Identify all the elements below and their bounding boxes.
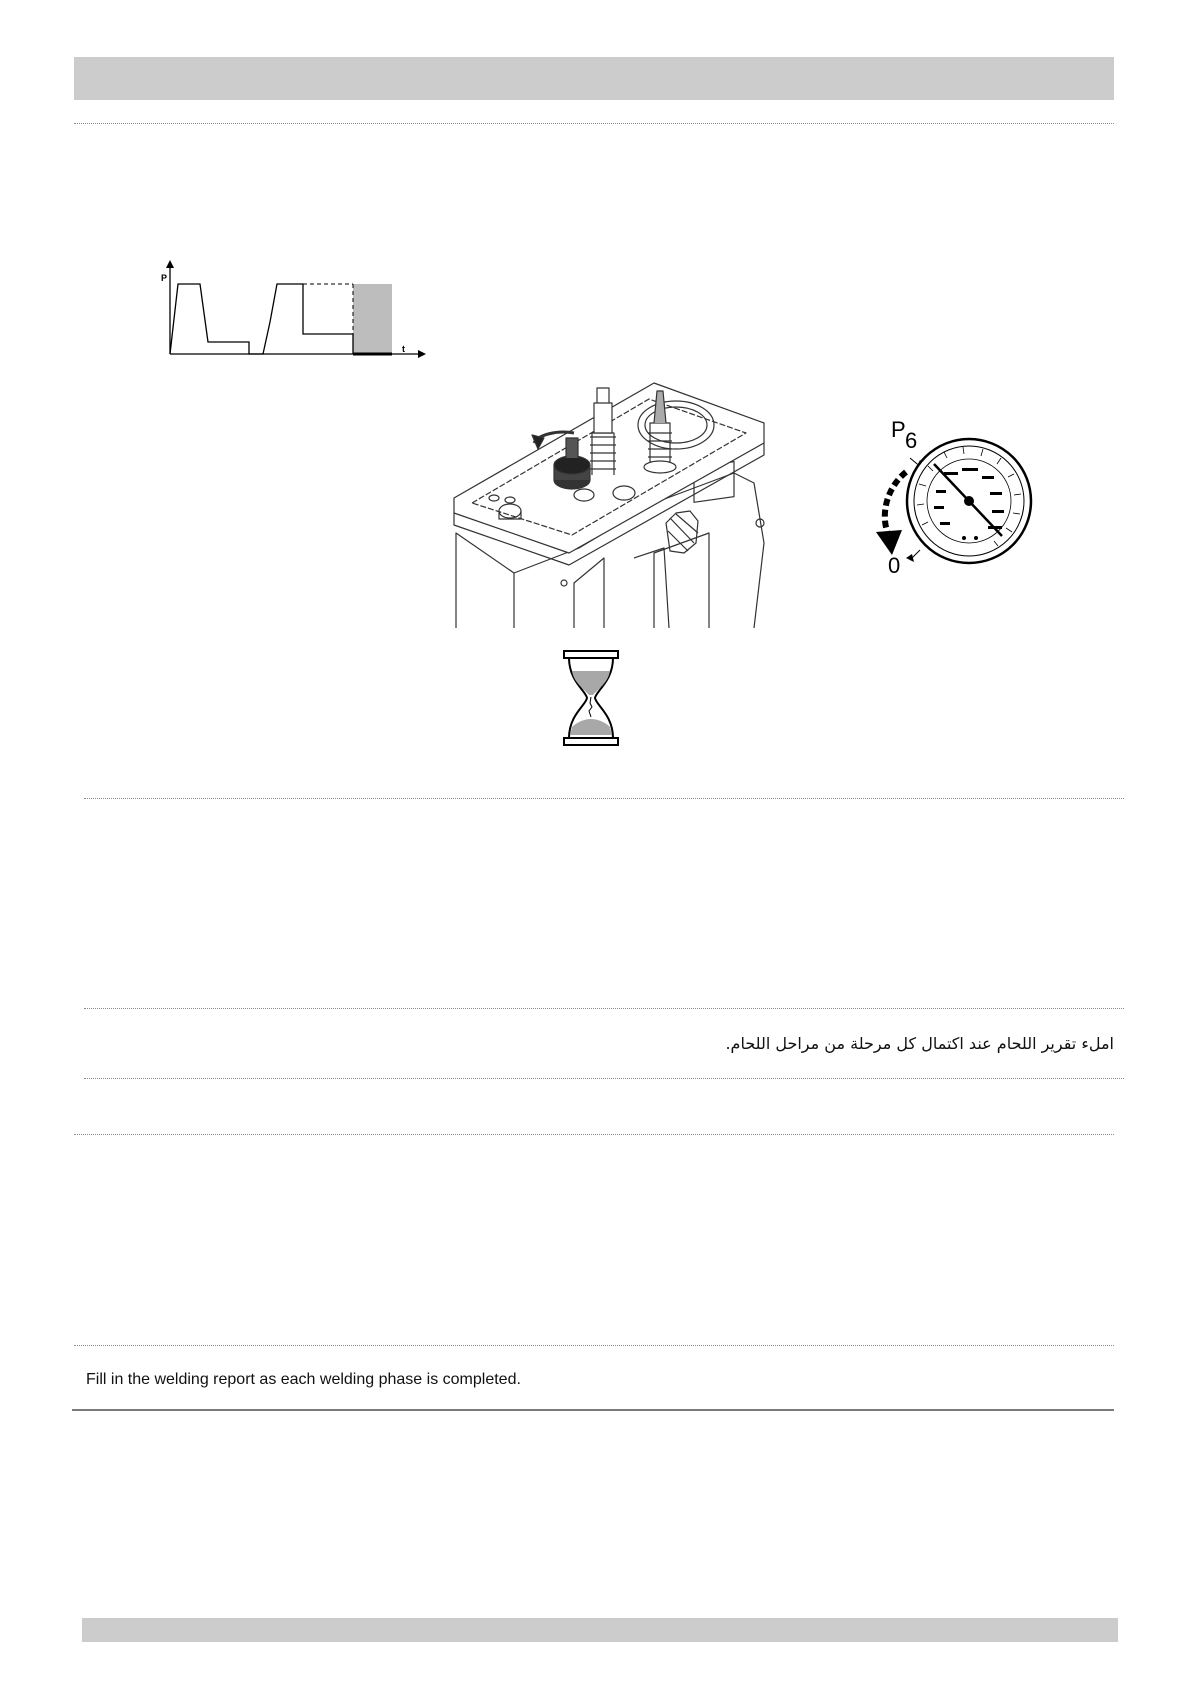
divider-bottom [72,1409,1114,1411]
divider-section-2 [84,1008,1124,1009]
instruction-english: Fill in the welding report as each welding phase is completed. [86,1371,521,1388]
hourglass-icon [562,651,620,745]
instruction-arabic: املء تقرير اللحام عند اكتمال كل مرحلة من مراحل اللحام. [725,1034,1114,1053]
gauge-direction-arrow [876,530,902,555]
diagram-pressure-curve [170,284,353,354]
gauge-pressure-subscript: 6 [905,428,918,453]
diagram-x-axis-label: t [402,344,405,354]
header-band [74,57,1114,100]
pressure-time-diagram [150,262,425,364]
diagram-y-axis-label: P [161,273,168,283]
divider-section-3 [84,1078,1124,1079]
diagram-highlight-phase [353,284,392,354]
pressure-gauge-illustration [862,410,1052,585]
footer-band [82,1618,1118,1642]
gauge-zero-label: 0 [888,553,901,578]
divider-top [74,123,1114,124]
gauge-pressure-label: P [891,417,906,442]
divider-section-1 [84,798,1124,799]
machine-control-panel-illustration [454,383,784,628]
divider-section-4 [74,1134,1114,1135]
divider-section-5 [74,1345,1114,1346]
